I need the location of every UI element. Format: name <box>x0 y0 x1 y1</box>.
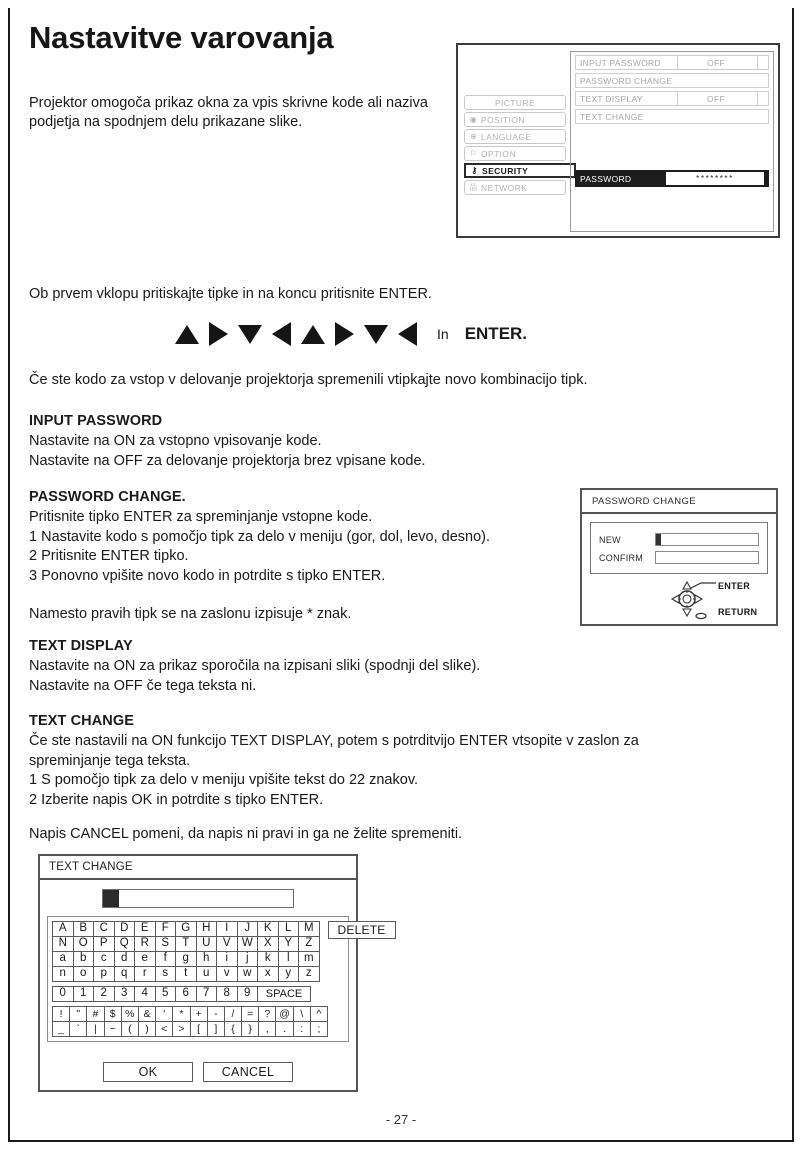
osd-row-input-password[interactable] <box>575 55 769 70</box>
keyboard-key[interactable]: T <box>175 936 197 952</box>
keyboard-key[interactable]: \ <box>293 1006 311 1022</box>
keyboard-key[interactable]: W <box>237 936 259 952</box>
keyboard-key[interactable]: t <box>175 966 197 982</box>
keyboard-row-lower-2 <box>52 966 319 982</box>
keyboard-key[interactable]: G <box>175 921 197 937</box>
osd-sidebar-label: POSITION <box>481 114 525 125</box>
keyboard-row-symbols-2 <box>52 1021 344 1037</box>
keyboard-key[interactable]: < <box>155 1021 173 1037</box>
keyboard-key[interactable]: C <box>93 921 115 937</box>
keyboard-key[interactable]: 9 <box>237 986 259 1002</box>
keyboard-key[interactable]: ' <box>155 1006 173 1022</box>
keyboard-key[interactable]: U <box>196 936 218 952</box>
text-change-dialog-diagram <box>38 854 386 1092</box>
keyboard-key[interactable]: D <box>114 921 136 937</box>
confirm-password-label: CONFIRM <box>599 552 644 563</box>
keyboard-key[interactable]: : <box>293 1021 311 1037</box>
arrow-left-icon-2 <box>398 322 417 346</box>
globe-icon: ⊕ <box>469 132 478 141</box>
keyboard-key[interactable]: 0 <box>52 986 74 1002</box>
osd-password-label: PASSWORD <box>580 173 632 184</box>
keyboard-key[interactable]: M <box>298 921 320 937</box>
keyboard-key[interactable]: ! <box>52 1006 70 1022</box>
osd-sidebar-item-position[interactable] <box>464 112 566 127</box>
dialog-title: TEXT CHANGE <box>40 856 356 880</box>
keyboard-key[interactable]: , <box>258 1021 276 1037</box>
keyboard-key[interactable]: N <box>52 936 74 952</box>
section-body-password-change <box>29 508 490 586</box>
osd-sidebar-item-picture[interactable] <box>464 95 566 110</box>
osd-security-panel <box>570 51 774 232</box>
text-line: Pritisnite tipko ENTER za spreminjanje vstopne kode. <box>29 509 373 525</box>
on-screen-keyboard <box>47 916 386 1042</box>
delete-key-wrap <box>328 921 395 939</box>
dialog-action-buttons <box>40 1062 356 1082</box>
network-icon: 品 <box>469 183 478 192</box>
keyboard-key[interactable]: o <box>73 966 95 982</box>
keyboard-alpha-block <box>52 921 319 981</box>
delete-key[interactable]: DELETE <box>328 921 396 939</box>
page-border-bottom <box>8 1140 794 1142</box>
keyboard-key[interactable]: r <box>134 966 156 982</box>
keyboard-key[interactable]: V <box>216 936 238 952</box>
keyboard-key[interactable]: / <box>224 1006 242 1022</box>
osd-row-text-display[interactable] <box>575 91 769 106</box>
keyboard-key[interactable]: ? <box>258 1006 276 1022</box>
keyboard-key[interactable]: # <box>86 1006 104 1022</box>
flag-icon: ⚐ <box>469 149 478 158</box>
osd-row-label: PASSWORD CHANGE <box>580 75 673 86</box>
osd-sidebar-item-security[interactable] <box>464 163 576 178</box>
dialog-return-label: RETURN <box>718 607 758 617</box>
keyboard-key[interactable]: a <box>52 951 74 967</box>
keyboard-key[interactable]: _ <box>52 1021 70 1037</box>
crosshair-icon: ◉ <box>469 115 478 124</box>
osd-row-label: TEXT DISPLAY <box>580 93 643 104</box>
keyboard-key[interactable]: x <box>257 966 279 982</box>
text-change-input[interactable] <box>102 889 294 908</box>
keyboard-key[interactable]: g <box>175 951 197 967</box>
text-line: Nastavite na ON za prikaz sporočila na izpisani sliki (spodnji del slike). <box>29 658 481 674</box>
keyboard-key[interactable]: H <box>196 921 218 937</box>
section-heading-input-password: INPUT PASSWORD <box>29 413 163 429</box>
osd-row-stub <box>757 55 768 70</box>
keyboard-key[interactable]: f <box>155 951 177 967</box>
password-change-dialog-diagram <box>580 488 778 626</box>
osd-sidebar <box>464 95 566 197</box>
arrow-up-icon-2 <box>301 325 325 344</box>
keyboard-key[interactable]: S <box>155 936 177 952</box>
dialog-title: PASSWORD CHANGE <box>582 490 776 514</box>
keyboard-key[interactable]: ; <box>310 1021 328 1037</box>
space-key[interactable]: SPACE <box>257 986 311 1002</box>
keyboard-key[interactable]: l <box>278 951 300 967</box>
osd-row-text-change[interactable] <box>575 109 769 124</box>
keyboard-key[interactable]: ] <box>207 1021 225 1037</box>
keyboard-key[interactable]: O <box>73 936 95 952</box>
key-sequence-row <box>175 322 527 346</box>
keyboard-key[interactable]: ` <box>69 1021 87 1037</box>
arrow-right-icon-1 <box>209 322 228 346</box>
osd-sidebar-label: SECURITY <box>482 165 529 176</box>
arrow-up-icon-1 <box>175 325 199 344</box>
osd-sidebar-label: NETWORK <box>481 182 528 193</box>
keyboard-key[interactable]: u <box>196 966 218 982</box>
keyboard-key[interactable]: A <box>52 921 74 937</box>
keyboard-key[interactable]: } <box>241 1021 259 1037</box>
keyboard-key[interactable]: P <box>93 936 115 952</box>
keyboard-key[interactable]: $ <box>104 1006 122 1022</box>
changed-code-line: Če ste kodo za vstop v delovanje projektorja spremenili vtipkajte novo kombinacijo tipk. <box>29 372 588 388</box>
text-input-row <box>40 889 356 908</box>
keyboard-key[interactable]: w <box>237 966 259 982</box>
keyboard-key[interactable]: 2 <box>93 986 115 1002</box>
osd-row-value[interactable]: OFF <box>677 55 754 70</box>
text-line: 1 Nastavite kodo s pomočjo tipk za delo v meniju (gor, dol, levo, desno). <box>29 528 491 545</box>
keyboard-key[interactable]: h <box>196 951 218 967</box>
new-password-input[interactable] <box>655 533 759 546</box>
page-border-right <box>792 8 794 1142</box>
keyboard-key[interactable]: k <box>257 951 279 967</box>
keyboard-key[interactable]: [ <box>190 1021 208 1037</box>
section-heading-text-display: TEXT DISPLAY <box>29 638 133 654</box>
dialog-enter-label: ENTER <box>718 581 751 591</box>
keyboard-key[interactable]: j <box>237 951 259 967</box>
osd-row-value[interactable]: OFF <box>677 91 754 106</box>
osd-sidebar-item-language[interactable] <box>464 129 566 144</box>
text-line: spreminjanje tega teksta. <box>29 752 191 769</box>
key-icon: ⚷ <box>471 166 478 175</box>
keyboard-key[interactable]: q <box>114 966 136 982</box>
keyboard-key[interactable]: | <box>86 1021 104 1037</box>
keyboard-key[interactable]: d <box>114 951 136 967</box>
keyboard-key[interactable]: & <box>138 1006 156 1022</box>
keyboard-alpha-and-delete <box>52 921 386 981</box>
keyboard-key[interactable]: @ <box>275 1006 293 1022</box>
keyboard-key[interactable]: e <box>134 951 156 967</box>
page-number: - 27 - <box>385 1112 417 1127</box>
text-cursor <box>103 890 119 907</box>
keyboard-key[interactable]: K <box>257 921 279 937</box>
osd-row-stub <box>757 91 768 106</box>
keyboard-key[interactable]: L <box>278 921 300 937</box>
keyboard-key[interactable]: s <box>155 966 177 982</box>
osd-menu-diagram <box>456 43 780 238</box>
asterisk-note: Namesto pravih tipk se na zaslonu izpisuje * znak. <box>29 606 352 622</box>
osd-row-label: INPUT PASSWORD <box>580 57 661 68</box>
osd-sidebar-label: PICTURE <box>494 97 536 108</box>
new-password-label: NEW <box>599 534 621 545</box>
arrow-right-icon-2 <box>335 322 354 346</box>
arrow-down-icon-1 <box>238 325 262 344</box>
keyboard-key[interactable]: ) <box>138 1021 156 1037</box>
keyboard-key[interactable]: - <box>207 1006 225 1022</box>
osd-sidebar-label: LANGUAGE <box>481 131 532 142</box>
intro-paragraph: Projektor omogoča prikaz okna za vpis skrivne kode ali naziva podjetja na spodnjem delu prikazane slike. <box>29 95 428 130</box>
keyboard-key[interactable]: 3 <box>114 986 136 1002</box>
keyboard-key[interactable]: ~ <box>104 1021 122 1037</box>
keyboard-key[interactable]: J <box>237 921 259 937</box>
text-line: 2 Izberite napis OK in potrdite s tipko ENTER. <box>29 791 324 808</box>
new-password-field-row <box>599 533 759 546</box>
keyboard-key[interactable]: I <box>216 921 238 937</box>
keyboard-key[interactable]: R <box>134 936 156 952</box>
keyboard-key[interactable]: " <box>69 1006 87 1022</box>
text-cursor <box>656 534 661 545</box>
keyboard-key[interactable]: ^ <box>310 1006 328 1022</box>
key-sequence-conjunction: In <box>437 326 449 342</box>
arrow-down-icon-2 <box>364 325 388 344</box>
keyboard-key[interactable]: y <box>278 966 300 982</box>
keyboard-key[interactable]: Y <box>278 936 300 952</box>
keyboard-key[interactable]: + <box>190 1006 208 1022</box>
dpad-key-hint <box>670 578 780 624</box>
keyboard-key[interactable]: v <box>216 966 238 982</box>
keyboard-key[interactable]: p <box>93 966 115 982</box>
text-line: Če ste nastavili na ON funkcijo TEXT DISPLAY, potem s potrditvijo ENTER vtsopite v zaslon za <box>29 733 639 749</box>
confirm-password-field-row <box>599 551 759 564</box>
keyboard-key[interactable]: . <box>275 1021 293 1037</box>
keyboard-row-upper-2 <box>52 936 319 952</box>
osd-sidebar-item-option[interactable] <box>464 146 566 161</box>
text-line: Nastavite na ON za vstopno vpisovanje kode. <box>29 433 322 449</box>
keyboard-key[interactable]: 5 <box>155 986 177 1002</box>
section-body-input-password <box>29 432 426 471</box>
osd-password-bar[interactable] <box>575 170 769 187</box>
keyboard-key[interactable]: i <box>216 951 238 967</box>
keyboard-row-digits <box>52 986 344 1002</box>
osd-sidebar-label: OPTION <box>481 148 516 159</box>
arrow-left-icon-1 <box>272 322 291 346</box>
keyboard-key[interactable]: Q <box>114 936 136 952</box>
keyboard-key[interactable]: n <box>52 966 74 982</box>
keyboard-key[interactable]: 6 <box>175 986 197 1002</box>
text-line: Nastavite na OFF če tega teksta ni. <box>29 677 257 694</box>
keyboard-key[interactable]: { <box>224 1021 242 1037</box>
keyboard-row-upper-1 <box>52 921 319 937</box>
text-line: 3 Ponovno vpišite novo kodo in potrdite s tipko ENTER. <box>29 567 386 584</box>
confirm-password-input[interactable] <box>655 551 759 564</box>
keyboard-key[interactable]: ( <box>121 1021 139 1037</box>
keyboard-key[interactable]: F <box>155 921 177 937</box>
keyboard-key[interactable]: b <box>73 951 95 967</box>
keyboard-key[interactable]: Z <box>298 936 320 952</box>
page-border-left <box>8 8 10 1142</box>
osd-row-password-change[interactable] <box>575 73 769 88</box>
ok-button[interactable]: OK <box>103 1062 193 1082</box>
keyboard-key[interactable]: c <box>93 951 115 967</box>
keyboard-key[interactable]: B <box>73 921 95 937</box>
first-power-line: Ob prvem vklopu pritiskajte tipke in na koncu pritisnite ENTER. <box>29 286 432 302</box>
section-body-text-change <box>29 732 639 810</box>
keyboard-key[interactable]: z <box>298 966 320 982</box>
page-title: Nastavitve varovanja <box>29 20 334 55</box>
text-line: 2 Pritisnite ENTER tipko. <box>29 548 189 564</box>
section-body-text-display <box>29 657 480 696</box>
keyboard-key[interactable]: > <box>172 1021 190 1037</box>
keyboard-key[interactable]: = <box>241 1006 259 1022</box>
section-heading-password-change: PASSWORD CHANGE. <box>29 489 186 505</box>
dialog-fields <box>590 522 768 574</box>
keyboard-key[interactable]: 7 <box>196 986 218 1002</box>
keyboard-key[interactable]: E <box>134 921 156 937</box>
key-sequence-enter-label: ENTER. <box>464 324 528 343</box>
keyboard-row-lower-1 <box>52 951 319 967</box>
keyboard-row-symbols-1 <box>52 1006 344 1022</box>
osd-sidebar-item-network[interactable] <box>464 180 566 195</box>
text-line: Nastavite na OFF za delovanje projektorja brez vpisane kode. <box>29 452 426 469</box>
keyboard-key[interactable]: 8 <box>216 986 238 1002</box>
keyboard-key[interactable]: 1 <box>73 986 95 1002</box>
section-heading-text-change: TEXT CHANGE <box>29 713 135 729</box>
osd-row-label: TEXT CHANGE <box>580 111 644 122</box>
text-line: 1 S pomočjo tipk za delo v meniju vpišite tekst do 22 znakov. <box>29 772 419 788</box>
keyboard-key[interactable]: * <box>172 1006 190 1022</box>
cancel-note: Napis CANCEL pomeni, da napis ni pravi in ga ne želite spremeniti. <box>29 826 463 842</box>
osd-password-masked-value: ******** <box>666 172 764 185</box>
dpad-icon <box>670 578 718 624</box>
keyboard-key[interactable]: % <box>121 1006 139 1022</box>
cancel-button[interactable]: CANCEL <box>203 1062 293 1082</box>
keyboard-key[interactable]: 4 <box>134 986 156 1002</box>
keyboard-key[interactable]: m <box>298 951 320 967</box>
keyboard-key[interactable]: X <box>257 936 279 952</box>
